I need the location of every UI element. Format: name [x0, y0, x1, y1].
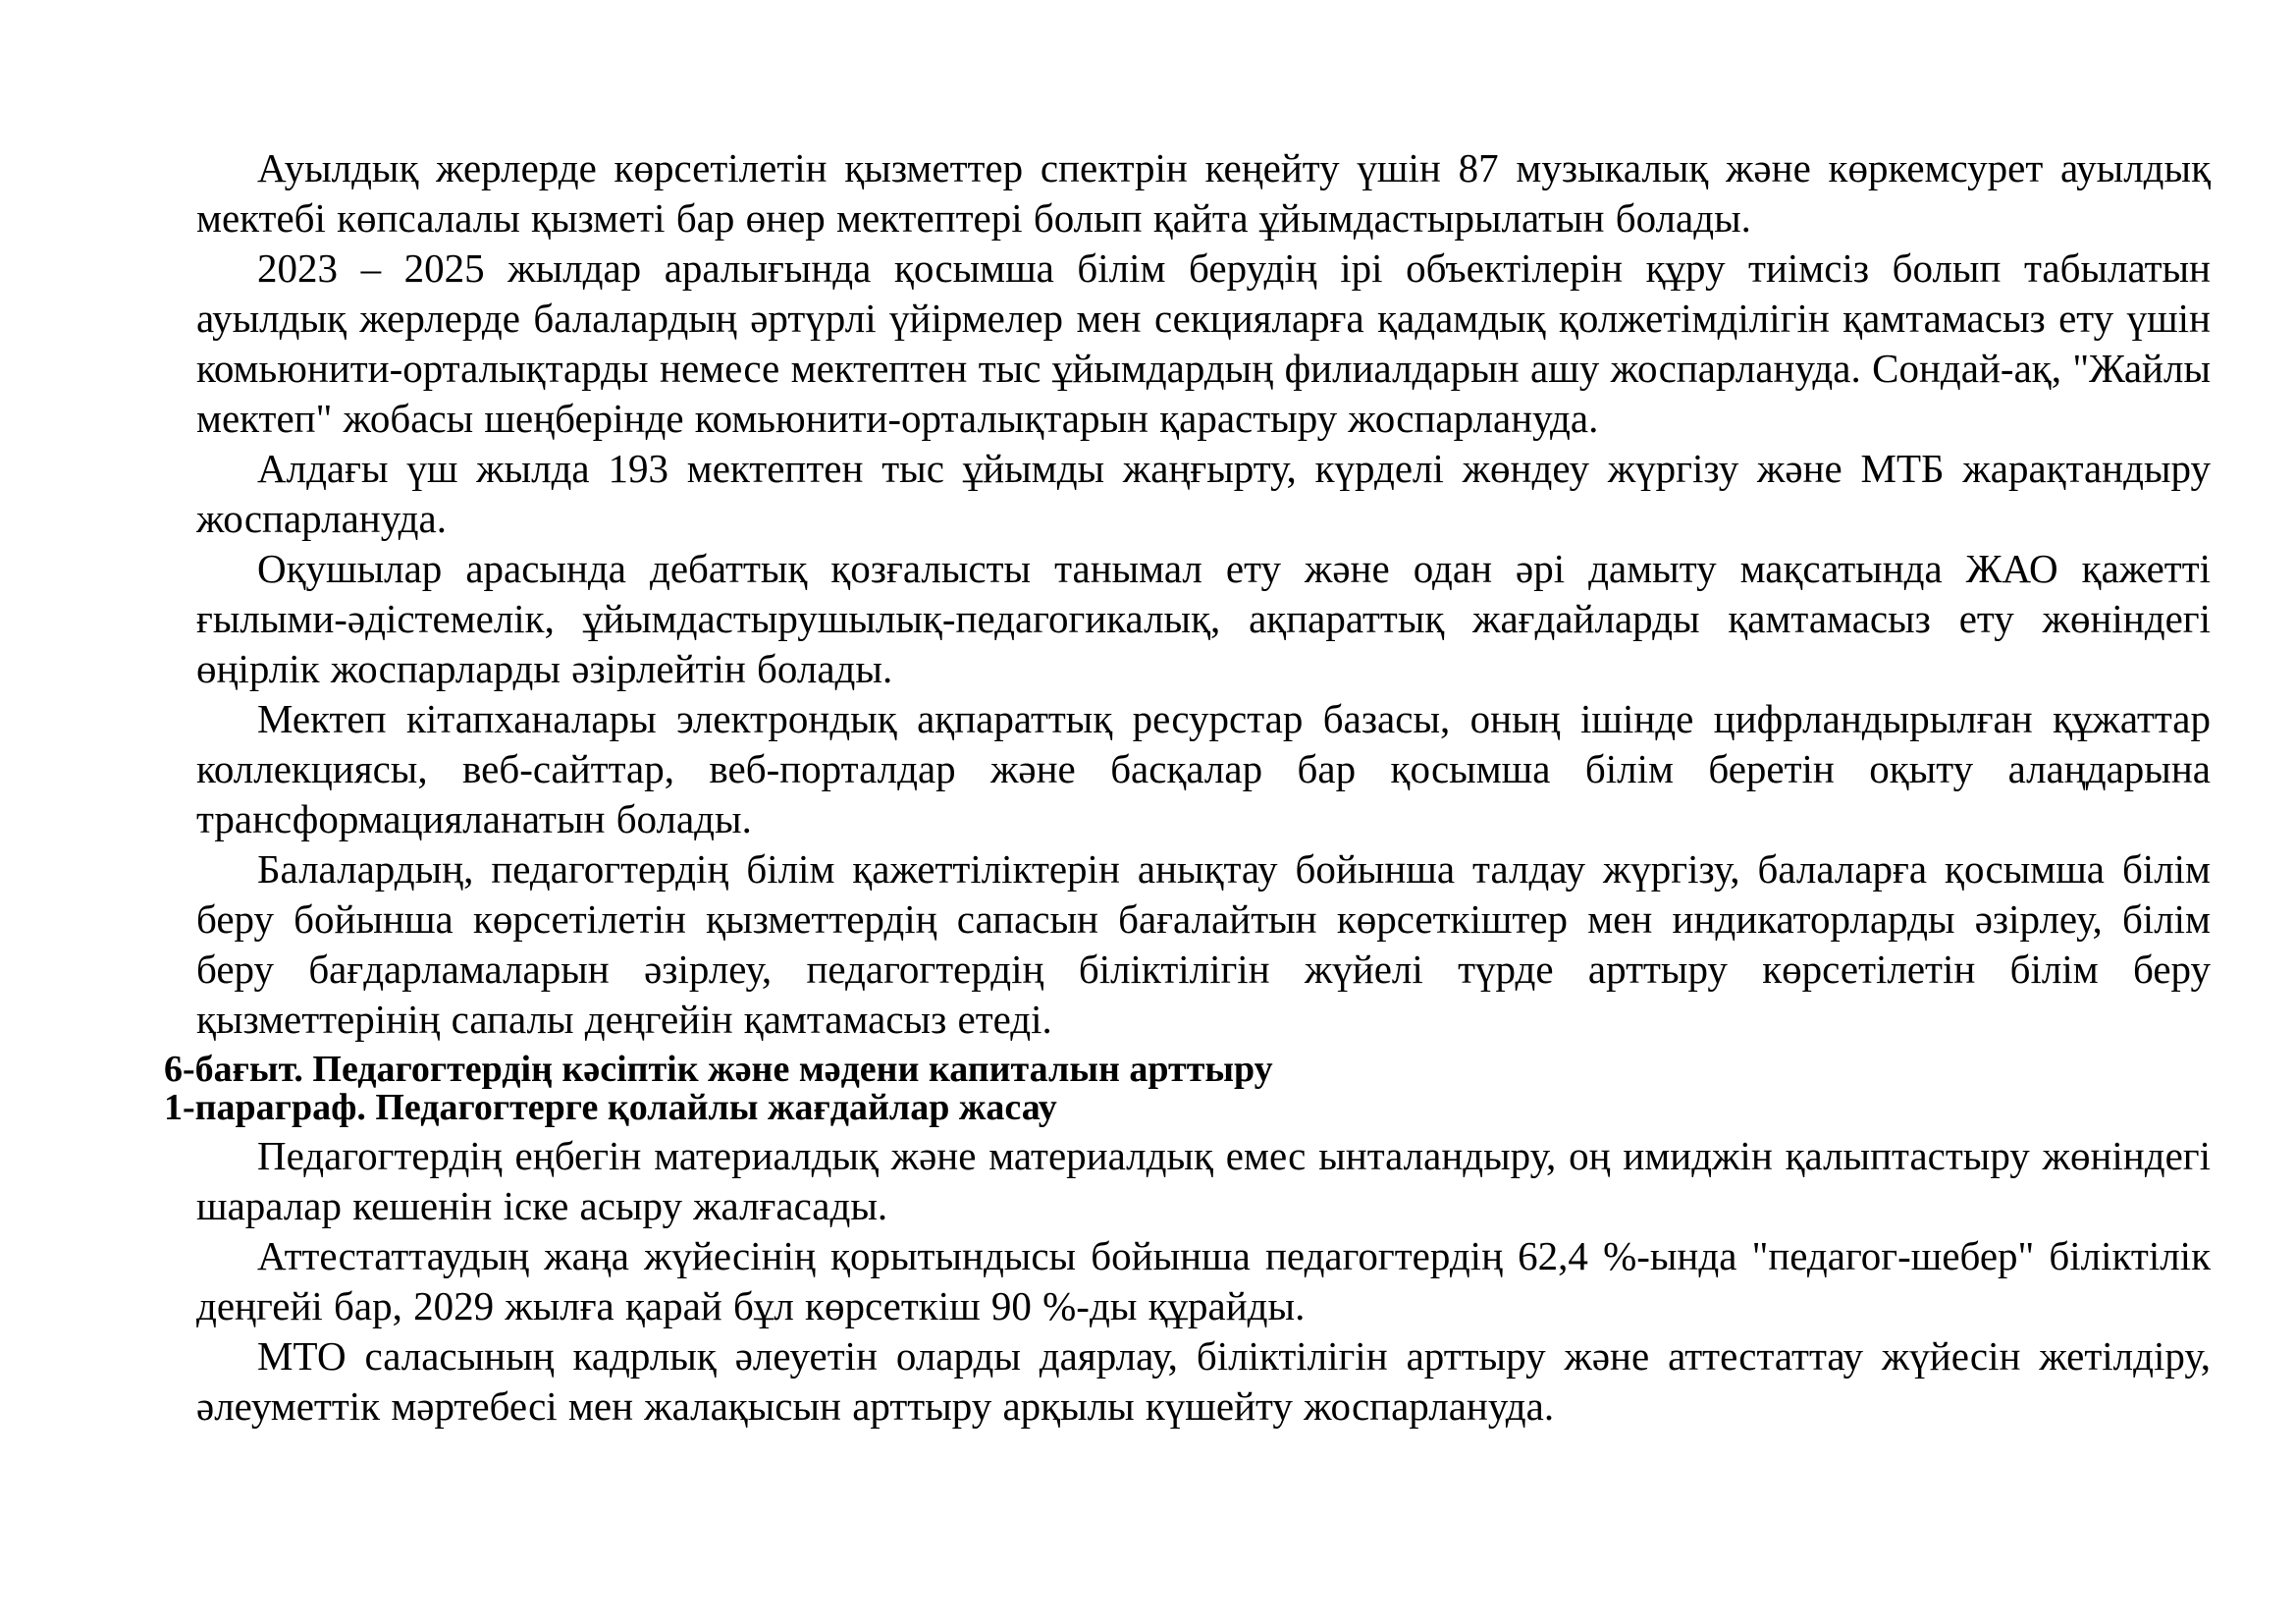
section-heading-paragraph-1: 1-параграф. Педагогтерге қолайлы жағдайлар жасау — [164, 1087, 1057, 1128]
paragraph-mto-staff-capacity: МТО саласының кадрлық әлеуетін оларды даярлау, біліктілігін арттыру және аттестаттау жүйесін жетілдіру, әлеуметтік мәртебесі мен жалақысын арттыру арқылы күшейту жоспарлануда. — [196, 1333, 2211, 1429]
paragraph-school-libraries: Мектеп кітапханалары электрондық ақпараттық ресурстар базасы, оның ішінде цифрландырылған құжаттар коллекциясы, веб-сайттар, веб-порталдар және басқалар бар қосымша білім беретін оқыту алаңдарына трансформацияланатын болады. — [196, 696, 2211, 841]
paragraph-teacher-incentives: Педагогтердің еңбегін материалдық және материалдық емес ынталандыру, оң имиджін қалыптастыру жөніндегі шаралар кешенін іске асыру жалғасады. — [196, 1133, 2211, 1228]
document-content — [164, 143, 2211, 1432]
paragraph-modernization-193: Алдағы үш жылда 193 мектептен тыс ұйымды жаңғырту, күрделі жөндеу жүргізу және МТБ жарақтандыру жоспарлануда. — [196, 446, 2211, 541]
paragraph-education-quality: Балалардың, педагогтердің білім қажеттіліктерін анықтау бойынша талдау жүргізу, балаларға қосымша білім беру бойынша көрсетілетін қызметтердің сапасын бағалайтын көрсеткіштер мен индикаторларды әзірлеу, білім беру бағдарламаларын әзірлеу, педагогтердің біліктілігін жүйелі түрде арттыру көрсетілетін білім беру қызметтерінің сапалы деңгейін қамтамасыз етеді. — [196, 846, 2211, 1042]
paragraph-services-spectrum: Ауылдық жерлерде көрсетілетін қызметтер спектрін кеңейту үшін 87 музыкалық және көркемсурет ауылдық мектебі көпсалалы қызметі бар өнер мектептері болып қайта ұйымдастырылатын болады. — [196, 145, 2211, 241]
paragraph-community-centers: 2023 – 2025 жылдар аралығында қосымша білім берудің ірі объектілерін құру тиімсіз болып табылатын ауылдық жерлерде балалардың әртүрлі үйірмелер мен секцияларға қадамдық қолжетімділігін қамтамасыз ету үшін комьюнити-орталықтарды немесе мектептен тыс ұйымдардың филиалдарын ашу жоспарлануда. Сондай-ақ, "Жайлы мектеп" жобасы шеңберінде комьюнити-орталықтарын қарастыру жоспарлануда. — [196, 245, 2211, 441]
section-heading-direction-6: 6-бағыт. Педагогтердің кәсіптік және мәдени капиталын арттыру — [164, 1049, 1273, 1090]
paragraph-attestation-results: Аттестаттаудың жаңа жүйесінің қорытындысы бойынша педагогтердің 62,4 %-ында "педагог-шебер" біліктілік деңгейі бар, 2029 жылға қарай бұл көрсеткіш 90 %-ды құрайды. — [196, 1233, 2211, 1328]
paragraph-debate-movement: Оқушылар арасында дебаттық қозғалысты танымал ету және одан әрі дамыту мақсатында ЖАО қажетті ғылыми-әдістемелік, ұйымдастырушылық-педагогикалық, ақпараттық жағдайларды қамтамасыз ету жөніндегі өңірлік жоспарларды әзірлейтін болады. — [196, 546, 2211, 691]
